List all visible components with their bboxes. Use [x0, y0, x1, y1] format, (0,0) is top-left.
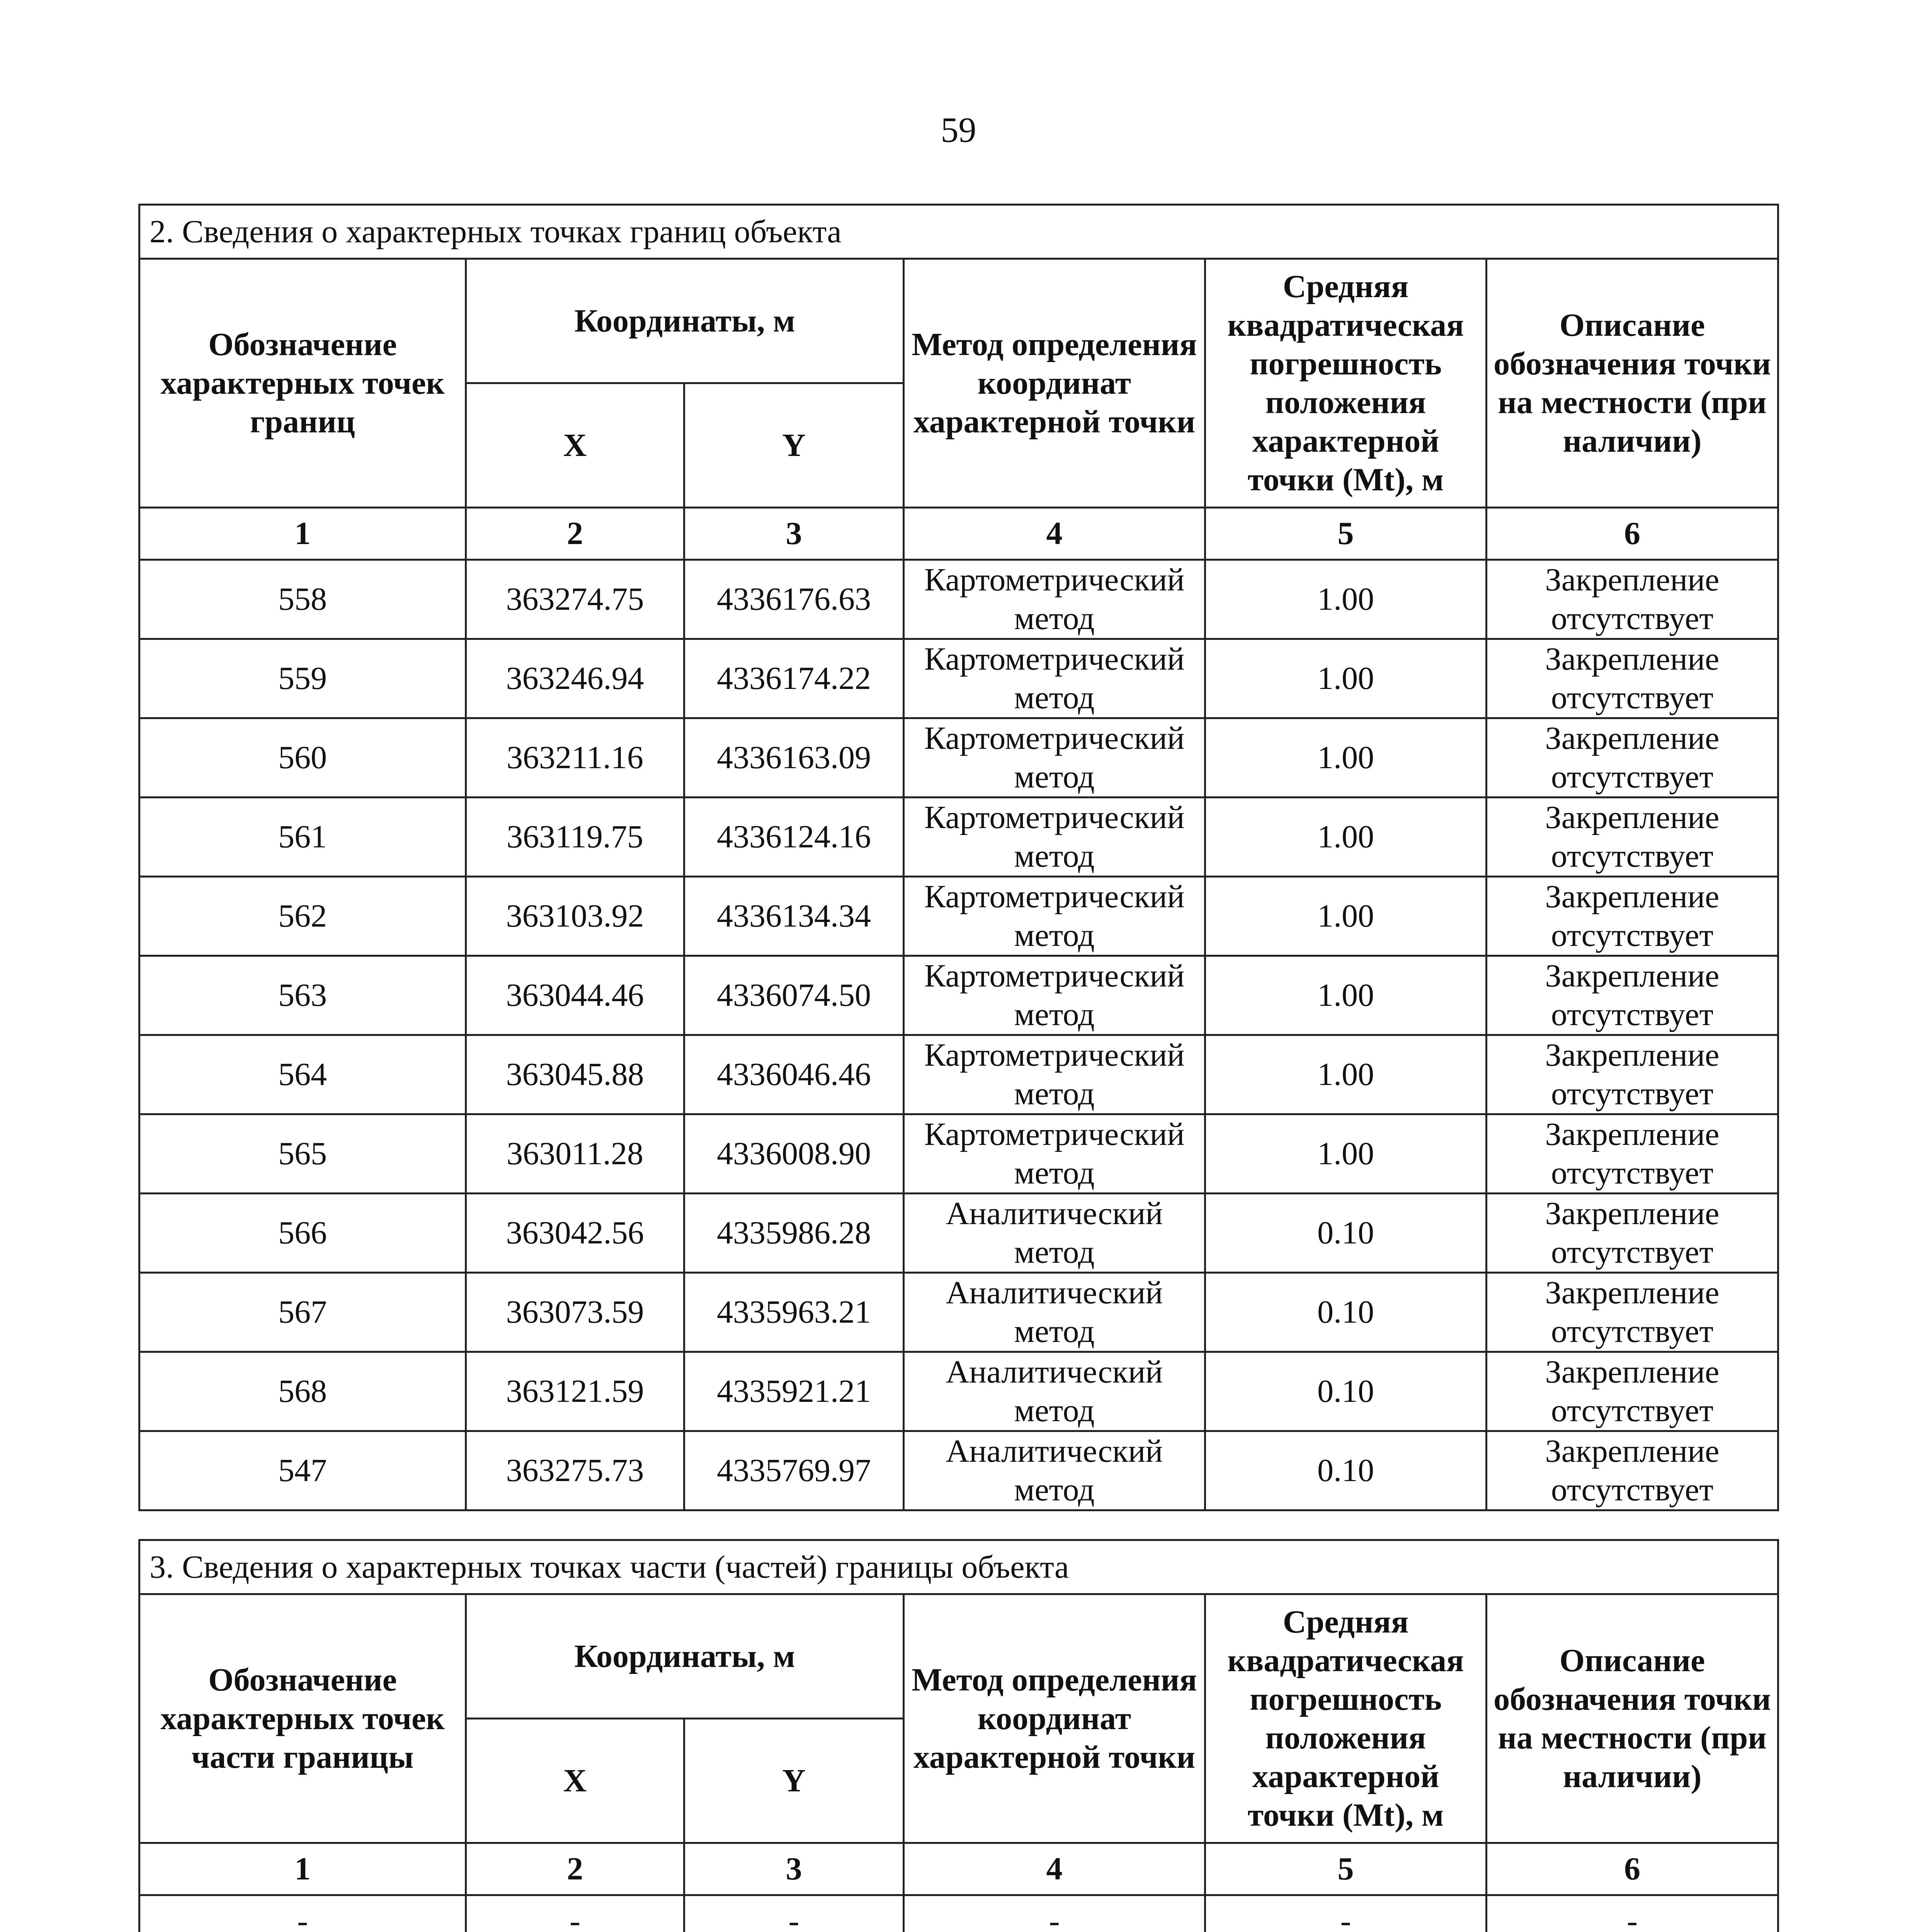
error-cell: 1.00 — [1205, 1035, 1487, 1114]
section-title: 3. Сведения о характерных точках части (частей) границы объекта — [139, 1540, 1778, 1594]
description-cell: Закрепление отсутствует — [1487, 1431, 1778, 1510]
column-number: 2 — [466, 1843, 684, 1895]
description-cell: Закрепление отсутствует — [1487, 1194, 1778, 1273]
error-cell: 1.00 — [1205, 639, 1487, 718]
table-row — [139, 798, 1778, 877]
method-cell: Картометрический метод — [904, 798, 1205, 877]
description-cell: Закрепление отсутствует — [1487, 639, 1778, 718]
error-cell: 0.10 — [1205, 1431, 1487, 1510]
y-cell: 4336124.16 — [684, 798, 904, 877]
point-column-header: Обозначение характерных точек границ — [139, 259, 466, 508]
column-number: 4 — [904, 1843, 1205, 1895]
point-cell: 559 — [139, 639, 466, 718]
column-number: 1 — [139, 508, 466, 560]
description-cell: Закрепление отсутствует — [1487, 1114, 1778, 1194]
x-cell: 363044.46 — [466, 956, 684, 1035]
table-row — [139, 718, 1778, 798]
method-column-header: Метод определения координат характерной точки — [904, 1594, 1205, 1843]
error-cell: 0.10 — [1205, 1273, 1487, 1352]
page-number: 59 — [941, 110, 976, 150]
column-number: 5 — [1205, 1843, 1487, 1895]
x-cell: 363103.92 — [466, 877, 684, 956]
point-cell: 547 — [139, 1431, 466, 1510]
method-cell: - — [904, 1895, 1205, 1932]
error-column-header: Средняя квадратическая погрешность положения характерной точки (Mt), м — [1205, 1594, 1487, 1843]
description-cell: Закрепление отсутствует — [1487, 956, 1778, 1035]
y-cell: - — [684, 1895, 904, 1932]
point-cell: 567 — [139, 1273, 466, 1352]
table-row — [139, 956, 1778, 1035]
column-number: 1 — [139, 1843, 466, 1895]
error-cell: 0.10 — [1205, 1352, 1487, 1431]
coordinates-column-header: Координаты, м — [466, 1594, 904, 1719]
error-cell: 1.00 — [1205, 1114, 1487, 1194]
table-row — [139, 1194, 1778, 1273]
y-cell: 4336134.34 — [684, 877, 904, 956]
description-cell: Закрепление отсутствует — [1487, 1035, 1778, 1114]
point-cell: 558 — [139, 560, 466, 639]
coordinates-column-header: Координаты, м — [466, 259, 904, 383]
error-cell: 1.00 — [1205, 718, 1487, 798]
method-cell: Аналитический метод — [904, 1194, 1205, 1273]
method-cell: Картометрический метод — [904, 718, 1205, 798]
method-cell: Картометрический метод — [904, 639, 1205, 718]
column-number: 2 — [466, 508, 684, 560]
x-cell: 363246.94 — [466, 639, 684, 718]
y-cell: 4335921.21 — [684, 1352, 904, 1431]
description-cell: Закрепление отсутствует — [1487, 1273, 1778, 1352]
y-cell: 4336176.63 — [684, 560, 904, 639]
x-cell: 363275.73 — [466, 1431, 684, 1510]
error-cell: 1.00 — [1205, 798, 1487, 877]
y-cell: 4335769.97 — [684, 1431, 904, 1510]
table-row — [139, 1895, 1778, 1932]
table-row — [139, 1273, 1778, 1352]
point-cell: 562 — [139, 877, 466, 956]
description-cell: - — [1487, 1895, 1778, 1932]
x-cell: 363042.56 — [466, 1194, 684, 1273]
column-number: 3 — [684, 508, 904, 560]
description-column-header: Описание обозначения точки на местности (при наличии) — [1487, 1594, 1778, 1843]
point-cell: - — [139, 1895, 466, 1932]
point-cell: 568 — [139, 1352, 466, 1431]
error-column-header: Средняя квадратическая погрешность положения характерной точки (Mt), м — [1205, 259, 1487, 508]
point-cell: 561 — [139, 798, 466, 877]
boundary-part-points-table — [138, 1539, 1779, 1932]
x-cell: 363274.75 — [466, 560, 684, 639]
method-cell: Аналитический метод — [904, 1273, 1205, 1352]
description-cell: Закрепление отсутствует — [1487, 1352, 1778, 1431]
x-cell: 363045.88 — [466, 1035, 684, 1114]
table-row — [139, 1114, 1778, 1194]
error-cell: 0.10 — [1205, 1194, 1487, 1273]
error-cell: 1.00 — [1205, 956, 1487, 1035]
method-cell: Аналитический метод — [904, 1352, 1205, 1431]
description-cell: Закрепление отсутствует — [1487, 718, 1778, 798]
method-column-header: Метод определения координат характерной точки — [904, 259, 1205, 508]
column-number: 3 — [684, 1843, 904, 1895]
boundary-points-table — [138, 204, 1779, 1511]
description-cell: Закрепление отсутствует — [1487, 798, 1778, 877]
y-cell: 4336163.09 — [684, 718, 904, 798]
y-cell: 4335986.28 — [684, 1194, 904, 1273]
y-column-header: Y — [684, 383, 904, 508]
y-cell: 4335963.21 — [684, 1273, 904, 1352]
column-number: 5 — [1205, 508, 1487, 560]
x-cell: 363121.59 — [466, 1352, 684, 1431]
table-row — [139, 877, 1778, 956]
method-cell: Картометрический метод — [904, 877, 1205, 956]
method-cell: Картометрический метод — [904, 1035, 1205, 1114]
description-cell: Закрепление отсутствует — [1487, 560, 1778, 639]
table-row — [139, 560, 1778, 639]
section-title: 2. Сведения о характерных точках границ объекта — [139, 205, 1778, 259]
column-number-row — [139, 1843, 1778, 1895]
table-row — [139, 1431, 1778, 1510]
method-cell: Картометрический метод — [904, 560, 1205, 639]
y-column-header: Y — [684, 1719, 904, 1843]
error-cell: 1.00 — [1205, 560, 1487, 639]
x-column-header: X — [466, 1719, 684, 1843]
point-cell: 563 — [139, 956, 466, 1035]
description-cell: Закрепление отсутствует — [1487, 877, 1778, 956]
point-column-header: Обозначение характерных точек части границы — [139, 1594, 466, 1843]
y-cell: 4336074.50 — [684, 956, 904, 1035]
table-row — [139, 639, 1778, 718]
description-column-header: Описание обозначения точки на местности (при наличии) — [1487, 259, 1778, 508]
x-cell: 363119.75 — [466, 798, 684, 877]
x-cell: 363073.59 — [466, 1273, 684, 1352]
x-column-header: X — [466, 383, 684, 508]
x-cell: 363011.28 — [466, 1114, 684, 1194]
table-row — [139, 1035, 1778, 1114]
error-cell: - — [1205, 1895, 1487, 1932]
column-number-row — [139, 508, 1778, 560]
y-cell: 4336046.46 — [684, 1035, 904, 1114]
x-cell: 363211.16 — [466, 718, 684, 798]
x-cell: - — [466, 1895, 684, 1932]
method-cell: Аналитический метод — [904, 1431, 1205, 1510]
y-cell: 4336008.90 — [684, 1114, 904, 1194]
point-cell: 564 — [139, 1035, 466, 1114]
point-cell: 566 — [139, 1194, 466, 1273]
table-row — [139, 1352, 1778, 1431]
column-number: 6 — [1487, 508, 1778, 560]
point-cell: 560 — [139, 718, 466, 798]
column-number: 4 — [904, 508, 1205, 560]
method-cell: Картометрический метод — [904, 956, 1205, 1035]
column-number: 6 — [1487, 1843, 1778, 1895]
method-cell: Картометрический метод — [904, 1114, 1205, 1194]
point-cell: 565 — [139, 1114, 466, 1194]
error-cell: 1.00 — [1205, 877, 1487, 956]
y-cell: 4336174.22 — [684, 639, 904, 718]
